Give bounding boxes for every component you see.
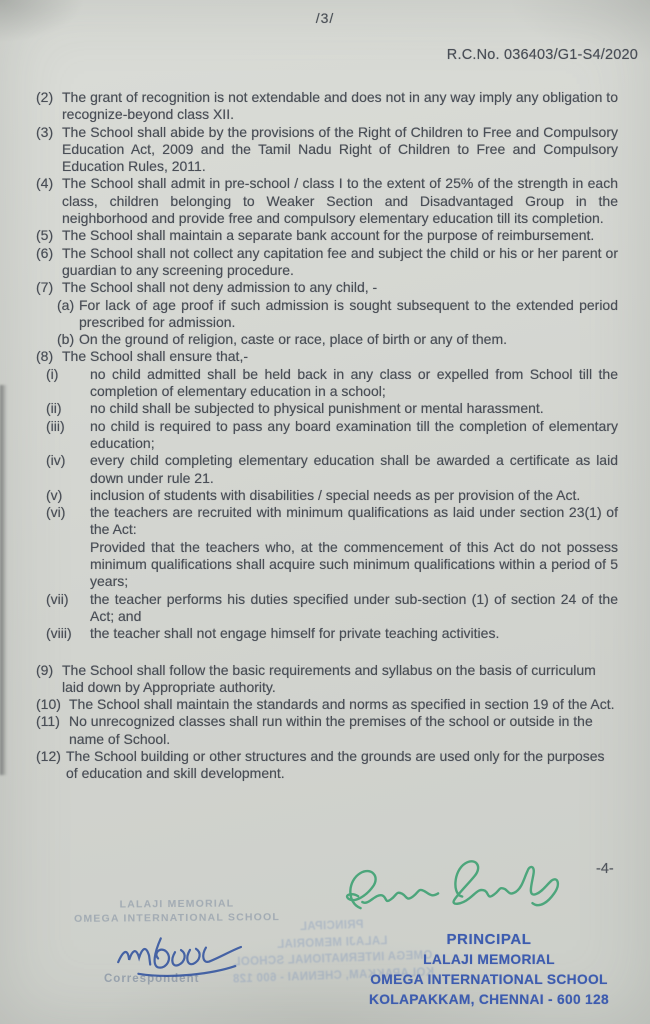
clause-8-v <box>46 487 618 504</box>
clause-number: (9) <box>36 661 54 678</box>
subclause-roman: (ii) <box>46 400 62 417</box>
clause-8-ii <box>46 400 618 417</box>
document-body <box>36 89 618 783</box>
subclause-roman: (iii) <box>46 417 65 434</box>
clause-10 <box>36 696 618 713</box>
principal-org-line1: LALAJI MEMORIAL <box>423 952 555 967</box>
clause-number: (10) <box>36 696 61 713</box>
clause-8-viii <box>46 625 618 642</box>
next-page-marker: -4- <box>596 861 614 877</box>
correspondent-title: Correspondent <box>104 973 200 985</box>
principal-stamp <box>340 930 638 1010</box>
subclause-roman: (viii) <box>46 625 72 642</box>
mirrored-stamp-ghost: PRINCIPAL LALAJI MEMORIAL OMEGA INTERNATIONAL SCHOOL KOLAPAKKAM, CHENNAI - 600 128 <box>232 918 435 985</box>
subclause-proviso: Provided that the teachers who, at the commencement of this Act do not possess minimum qualifications shall acquire such minimum qualifications within a period of 5 years; <box>90 538 618 590</box>
clause-number: (5) <box>36 227 54 244</box>
subclause-letter: (a) <box>57 296 75 313</box>
clause-8 <box>36 348 618 365</box>
principal-title: PRINCIPAL <box>446 931 532 948</box>
subclause-text: no child admitted shall be held back in any class or expelled from School till the completion of elementary education in a school; <box>90 365 618 400</box>
clause-5 <box>36 227 618 244</box>
subclause-roman: (vi) <box>46 504 66 521</box>
clause-text: The School shall ensure that,- <box>62 348 248 365</box>
clause-9 <box>36 662 618 697</box>
clause-2 <box>36 89 618 124</box>
subclause-roman: (v) <box>46 486 63 503</box>
subclause-text: no child shall be subjected to physical punishment or mental harassment. <box>90 400 544 417</box>
clause-text: No unrecognized classes shall run within the premises of the school or outside in the name of School. <box>69 713 593 747</box>
clause-8-vi <box>46 504 618 590</box>
subclause-roman: (iv) <box>46 452 66 469</box>
clause-4 <box>36 175 618 227</box>
clause-text: The School shall maintain the standards and norms as specified in section 19 of the Act. <box>69 696 615 713</box>
clause-text: The School shall abide by the provisions of the Right of Children to Free and Compulsory Education Act, 2009 and the Tamil Nadu Right of Children to Free and Compulsory Education Rules, 2011. <box>62 123 618 175</box>
clause-8-iii <box>46 418 618 453</box>
clause-text: The School shall not deny admission to any child, - <box>62 279 378 296</box>
scan-edge-shadow <box>0 385 7 775</box>
subclause-text <box>90 504 618 590</box>
clause-text: The School shall follow the basic requirements and syllabus on the basis of curriculum laid down by Appropriate authority. <box>62 661 596 695</box>
clause-text: The grant of recognition is not extendable and does not in any way imply any obligation to recognize-beyond class XII. <box>62 89 618 123</box>
clause-number: (11) <box>36 713 60 730</box>
clause-3 <box>36 124 618 176</box>
clause-8-i <box>46 366 618 401</box>
clause-text: The School shall maintain a separate bank account for the purpose of reimbursement. <box>62 227 595 244</box>
subclause-roman: (i) <box>46 365 59 382</box>
correspondent-signature-ink <box>108 924 259 979</box>
clause-6 <box>36 245 618 280</box>
clause-text: The School shall admit in pre-school / class I to the extent of 25% of the strength in each class, children belonging to Weaker Section and Disadvantaged Group in the neighborhood and provide free and compulsory elementary education till its completion. <box>62 175 618 227</box>
clause-number: (4) <box>36 175 54 192</box>
correspondent-stamp <box>48 896 306 926</box>
clause-7b <box>57 331 618 348</box>
clause-7a <box>57 297 618 332</box>
reference-number: R.C.No. 036403/G1-S4/2020 <box>446 47 638 63</box>
subclause-text: the teacher performs his duties specified under sub-section (1) of section 24 of the Act; and <box>90 590 618 624</box>
clause-11 <box>36 713 618 748</box>
clause-8-iv <box>46 452 618 487</box>
clause-12 <box>36 748 618 783</box>
subclause-text: every child completing elementary education shall be awarded a certificate as laid down under rule 21. <box>90 452 618 486</box>
subclause-roman: (vii) <box>46 590 69 607</box>
clause-7 <box>36 279 618 296</box>
clause-text: The School building or other structures and the grounds are used only for the purposes of education and skill development. <box>66 747 605 782</box>
subclause-text: no child is required to pass any board examination till the completion of elementary education; <box>90 417 618 451</box>
clause-number: (7) <box>36 279 54 296</box>
correspondent-org-line2: OMEGA INTERNATIONAL SCHOOL <box>73 911 281 925</box>
clause-8-vii <box>46 591 618 626</box>
correspondent-org-line1: LALAJI MEMORIAL <box>119 897 235 911</box>
clause-number: (2) <box>36 89 54 105</box>
subclause-text: On the ground of religion, caste or race, place of birth or any of them. <box>79 331 508 348</box>
page-folio-number: /3/ <box>315 10 335 26</box>
subclause-text: the teacher shall not engage himself for private teaching activities. <box>90 625 500 642</box>
subclause-text: For lack of age proof if such admission is sought subsequent to the extended period prescribed for admission. <box>79 296 618 330</box>
subclause-letter: (b) <box>57 331 75 348</box>
clause-number: (12) <box>36 747 61 764</box>
subclause-main-text: the teachers are recruited with minimum qualifications as laid under section 23(1) of the Act: <box>90 504 618 538</box>
subclause-text: inclusion of students with disabilities / special needs as per provision of the Act. <box>90 486 581 503</box>
clause-number: (6) <box>36 244 54 261</box>
principal-org-line3: KOLAPAKKAM, CHENNAI - 600 128 <box>369 992 609 1007</box>
clause-number: (3) <box>36 123 54 140</box>
principal-org-line2: OMEGA INTERNATIONAL SCHOOL <box>370 972 608 987</box>
clause-text: The School shall not collect any capitation fee and subject the child or his or her parent or guardian to any screening procedure. <box>62 244 618 278</box>
clause-number: (8) <box>36 348 54 365</box>
